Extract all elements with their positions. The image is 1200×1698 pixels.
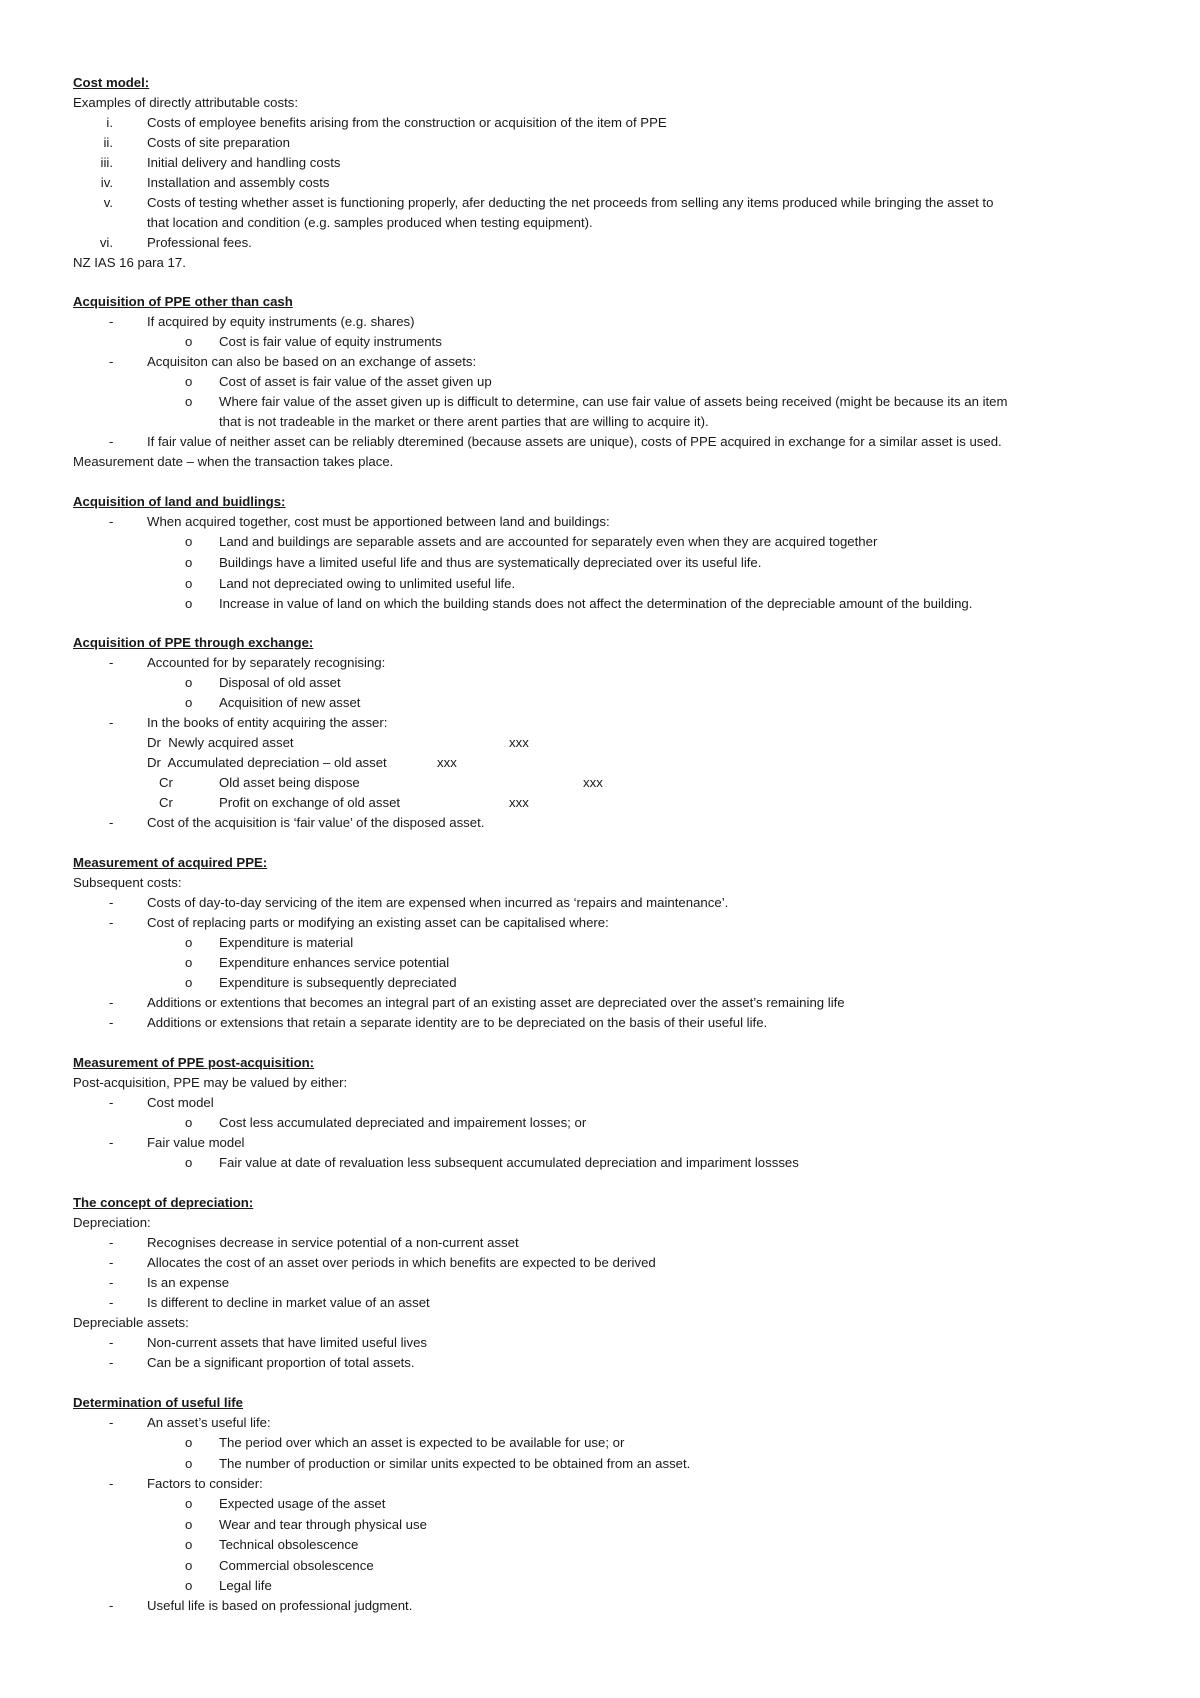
journal-amount: xxx xyxy=(437,755,457,770)
circle-bullet: o xyxy=(185,1496,193,1511)
circle-bullet: o xyxy=(185,1155,193,1170)
dash-bullet: - xyxy=(109,715,114,730)
bullet-text: Additions or extensions that retain a separate identity are to be depreciated on the basis of their useful life. xyxy=(147,1015,768,1030)
circle-bullet: o xyxy=(185,374,193,389)
bullet-text: Is an expense xyxy=(147,1275,230,1290)
sub-bullet-text: Acquisition of new asset xyxy=(219,695,361,710)
journal-amount: xxx xyxy=(583,775,603,790)
bullet-text: In the books of entity acquiring the asser: xyxy=(147,715,388,730)
reference-text: NZ IAS 16 para 17. xyxy=(73,255,186,270)
bullet-text: When acquired together, cost must be apportioned between land and buildings: xyxy=(147,514,610,529)
circle-bullet: o xyxy=(185,596,193,611)
sub-bullet-text: Disposal of old asset xyxy=(219,675,341,690)
section-heading-land-buildings: Acquisition of land and buidlings: xyxy=(73,494,286,509)
sub-bullet-text: Buildings have a limited useful life and thus are systematically depreciated over its useful life. xyxy=(219,555,762,570)
sub-bullet-text: Fair value at date of revaluation less subsequent accumulated depreciation and impariment lossses xyxy=(219,1155,799,1170)
dash-bullet: - xyxy=(109,815,114,830)
list-text: Professional fees. xyxy=(147,235,252,250)
section-heading-acquisition-other-than-cash: Acquisition of PPE other than cash xyxy=(73,294,293,309)
sub-bullet-text: Cost of asset is fair value of the asset given up xyxy=(219,374,492,389)
dash-bullet: - xyxy=(109,514,114,529)
journal-entry-row xyxy=(147,754,457,772)
bullet-text: Cost model xyxy=(147,1095,214,1110)
sub-bullet-text: The number of production or similar units expected to be obtained from an asset. xyxy=(219,1456,691,1471)
dash-bullet: - xyxy=(109,434,114,449)
journal-debit-text: Dr Newly acquired asset xyxy=(147,735,294,750)
journal-debit-text: Dr Accumulated depreciation – old asset xyxy=(147,755,387,770)
circle-bullet: o xyxy=(185,1456,193,1471)
list-text: Costs of employee benefits arising from the construction or acquisition of the item of PPE xyxy=(147,115,667,130)
circle-bullet: o xyxy=(185,935,193,950)
circle-bullet: o xyxy=(185,534,193,549)
sub-bullet-text: Expenditure enhances service potential xyxy=(219,955,450,970)
bullet-text: Useful life is based on professional judgment. xyxy=(147,1598,413,1613)
sub-bullet-text: Cost less accumulated depreciated and impairement losses; or xyxy=(219,1115,587,1130)
circle-bullet: o xyxy=(185,1517,193,1532)
list-text: that location and condition (e.g. samples produced when testing equipment). xyxy=(147,215,593,230)
dash-bullet: - xyxy=(109,1095,114,1110)
measurement-date-text: Measurement date – when the transaction takes place. xyxy=(73,454,394,469)
bullet-text: If acquired by equity instruments (e.g. shares) xyxy=(147,314,415,329)
circle-bullet: o xyxy=(185,1435,193,1450)
list-text: Costs of testing whether asset is functioning properly, afer deducting the net proceeds from selling any items produced while bringing the asset to xyxy=(147,195,994,210)
sub-bullet-text: Increase in value of land on which the building stands does not affect the determination of the depreciable amount of the building. xyxy=(219,596,973,611)
dash-bullet: - xyxy=(109,314,114,329)
dash-bullet: - xyxy=(109,1235,114,1250)
sub-bullet-text: The period over which an asset is expected to be available for use; or xyxy=(219,1435,625,1450)
circle-bullet: o xyxy=(185,695,193,710)
dash-bullet: - xyxy=(109,1255,114,1270)
list-marker: ii. xyxy=(103,135,113,150)
bullet-text: Can be a significant proportion of total assets. xyxy=(147,1355,415,1370)
bullet-text: Allocates the cost of an asset over periods in which benefits are expected to be derived xyxy=(147,1255,656,1270)
dash-bullet: - xyxy=(109,1415,114,1430)
dash-bullet: - xyxy=(109,1015,114,1030)
list-marker: i. xyxy=(106,115,113,130)
sub-bullet-text: Expected usage of the asset xyxy=(219,1496,386,1511)
circle-bullet: o xyxy=(185,1115,193,1130)
circle-bullet: o xyxy=(185,675,193,690)
bullet-text: Is different to decline in market value of an asset xyxy=(147,1295,430,1310)
dash-bullet: - xyxy=(109,915,114,930)
journal-amount: xxx xyxy=(509,795,529,810)
bullet-text: Additions or extentions that becomes an integral part of an existing asset are depreciated over the asset’s remaining life xyxy=(147,995,845,1010)
circle-bullet: o xyxy=(185,1558,193,1573)
section-heading-measurement-acquired: Measurement of acquired PPE: xyxy=(73,855,268,870)
section-heading-cost-model: Cost model: xyxy=(73,75,150,90)
section-heading-through-exchange: Acquisition of PPE through exchange: xyxy=(73,635,314,650)
dash-bullet: - xyxy=(109,1275,114,1290)
circle-bullet: o xyxy=(185,1578,193,1593)
section-heading-depreciation: The concept of depreciation: xyxy=(73,1195,254,1210)
journal-account: Profit on exchange of old asset xyxy=(219,795,401,810)
circle-bullet: o xyxy=(185,1537,193,1552)
bullet-text: Non-current assets that have limited useful lives xyxy=(147,1335,427,1350)
bullet-text: Factors to consider: xyxy=(147,1476,263,1491)
section-heading-post-acquisition: Measurement of PPE post-acquisition: xyxy=(73,1055,315,1070)
sub-bullet-text: Commercial obsolescence xyxy=(219,1558,374,1573)
bullet-text: Accounted for by separately recognising: xyxy=(147,655,386,670)
intro-text: Subsequent costs: xyxy=(73,875,182,890)
intro-text: Depreciable assets: xyxy=(73,1315,189,1330)
journal-credit-label: Cr xyxy=(159,775,173,790)
sub-bullet-text: Cost is fair value of equity instruments xyxy=(219,334,442,349)
circle-bullet: o xyxy=(185,394,193,409)
sub-bullet-continuation: that is not tradeable in the market or there arent parties that are willing to acquire it). xyxy=(219,414,709,429)
bullet-text: Cost of replacing parts or modifying an existing asset can be capitalised where: xyxy=(147,915,609,930)
journal-credit-label: Cr xyxy=(159,795,173,810)
sub-bullet-text: Land not depreciated owing to unlimited useful life. xyxy=(219,576,516,591)
dash-bullet: - xyxy=(109,1355,114,1370)
bullet-text: Acquisiton can also be based on an exchange of assets: xyxy=(147,354,477,369)
list-marker: iii. xyxy=(100,155,113,170)
journal-entry-row xyxy=(147,734,529,752)
list-marker: v. xyxy=(103,195,113,210)
circle-bullet: o xyxy=(185,334,193,349)
bullet-text: If fair value of neither asset can be reliably dteremined (because assets are unique), costs of PPE acquired in exchange for a similar asset is used. xyxy=(147,434,1002,449)
section-heading-useful-life: Determination of useful life xyxy=(73,1395,243,1410)
list-marker: iv. xyxy=(100,175,113,190)
sub-bullet-text: Wear and tear through physical use xyxy=(219,1517,427,1532)
sub-bullet-text: Legal life xyxy=(219,1578,272,1593)
dash-bullet: - xyxy=(109,354,114,369)
sub-bullet-text: Technical obsolescence xyxy=(219,1537,359,1552)
dash-bullet: - xyxy=(109,995,114,1010)
bullet-text: Fair value model xyxy=(147,1135,245,1150)
circle-bullet: o xyxy=(185,576,193,591)
list-marker: vi. xyxy=(99,235,113,250)
sub-bullet-text: Where fair value of the asset given up is difficult to determine, can use fair value of assets being received (might be because its an item xyxy=(219,394,1008,409)
bullet-text: Cost of the acquisition is ‘fair value’ of the disposed asset. xyxy=(147,815,485,830)
dash-bullet: - xyxy=(109,1335,114,1350)
list-text: Initial delivery and handling costs xyxy=(147,155,341,170)
intro-text: Post-acquisition, PPE may be valued by either: xyxy=(73,1075,348,1090)
intro-text: Examples of directly attributable costs: xyxy=(73,95,299,110)
circle-bullet: o xyxy=(185,975,193,990)
dash-bullet: - xyxy=(109,1476,114,1491)
sub-bullet-text: Land and buildings are separable assets and are accounted for separately even when they are acquired together xyxy=(219,534,878,549)
journal-amount: xxx xyxy=(509,735,529,750)
journal-account: Old asset being dispose xyxy=(219,775,360,790)
sub-bullet-text: Expenditure is subsequently depreciated xyxy=(219,975,457,990)
circle-bullet: o xyxy=(185,955,193,970)
sub-bullet-text: Expenditure is material xyxy=(219,935,354,950)
dash-bullet: - xyxy=(109,1598,114,1613)
dash-bullet: - xyxy=(109,1295,114,1310)
intro-text: Depreciation: xyxy=(73,1215,151,1230)
bullet-text: Costs of day-to-day servicing of the item are expensed when incurred as ‘repairs and maintenance’. xyxy=(147,895,729,910)
dash-bullet: - xyxy=(109,1135,114,1150)
bullet-text: An asset’s useful life: xyxy=(147,1415,271,1430)
list-text: Installation and assembly costs xyxy=(147,175,330,190)
dash-bullet: - xyxy=(109,895,114,910)
bullet-text: Recognises decrease in service potential of a non-current asset xyxy=(147,1235,519,1250)
list-text: Costs of site preparation xyxy=(147,135,290,150)
dash-bullet: - xyxy=(109,655,114,670)
circle-bullet: o xyxy=(185,555,193,570)
